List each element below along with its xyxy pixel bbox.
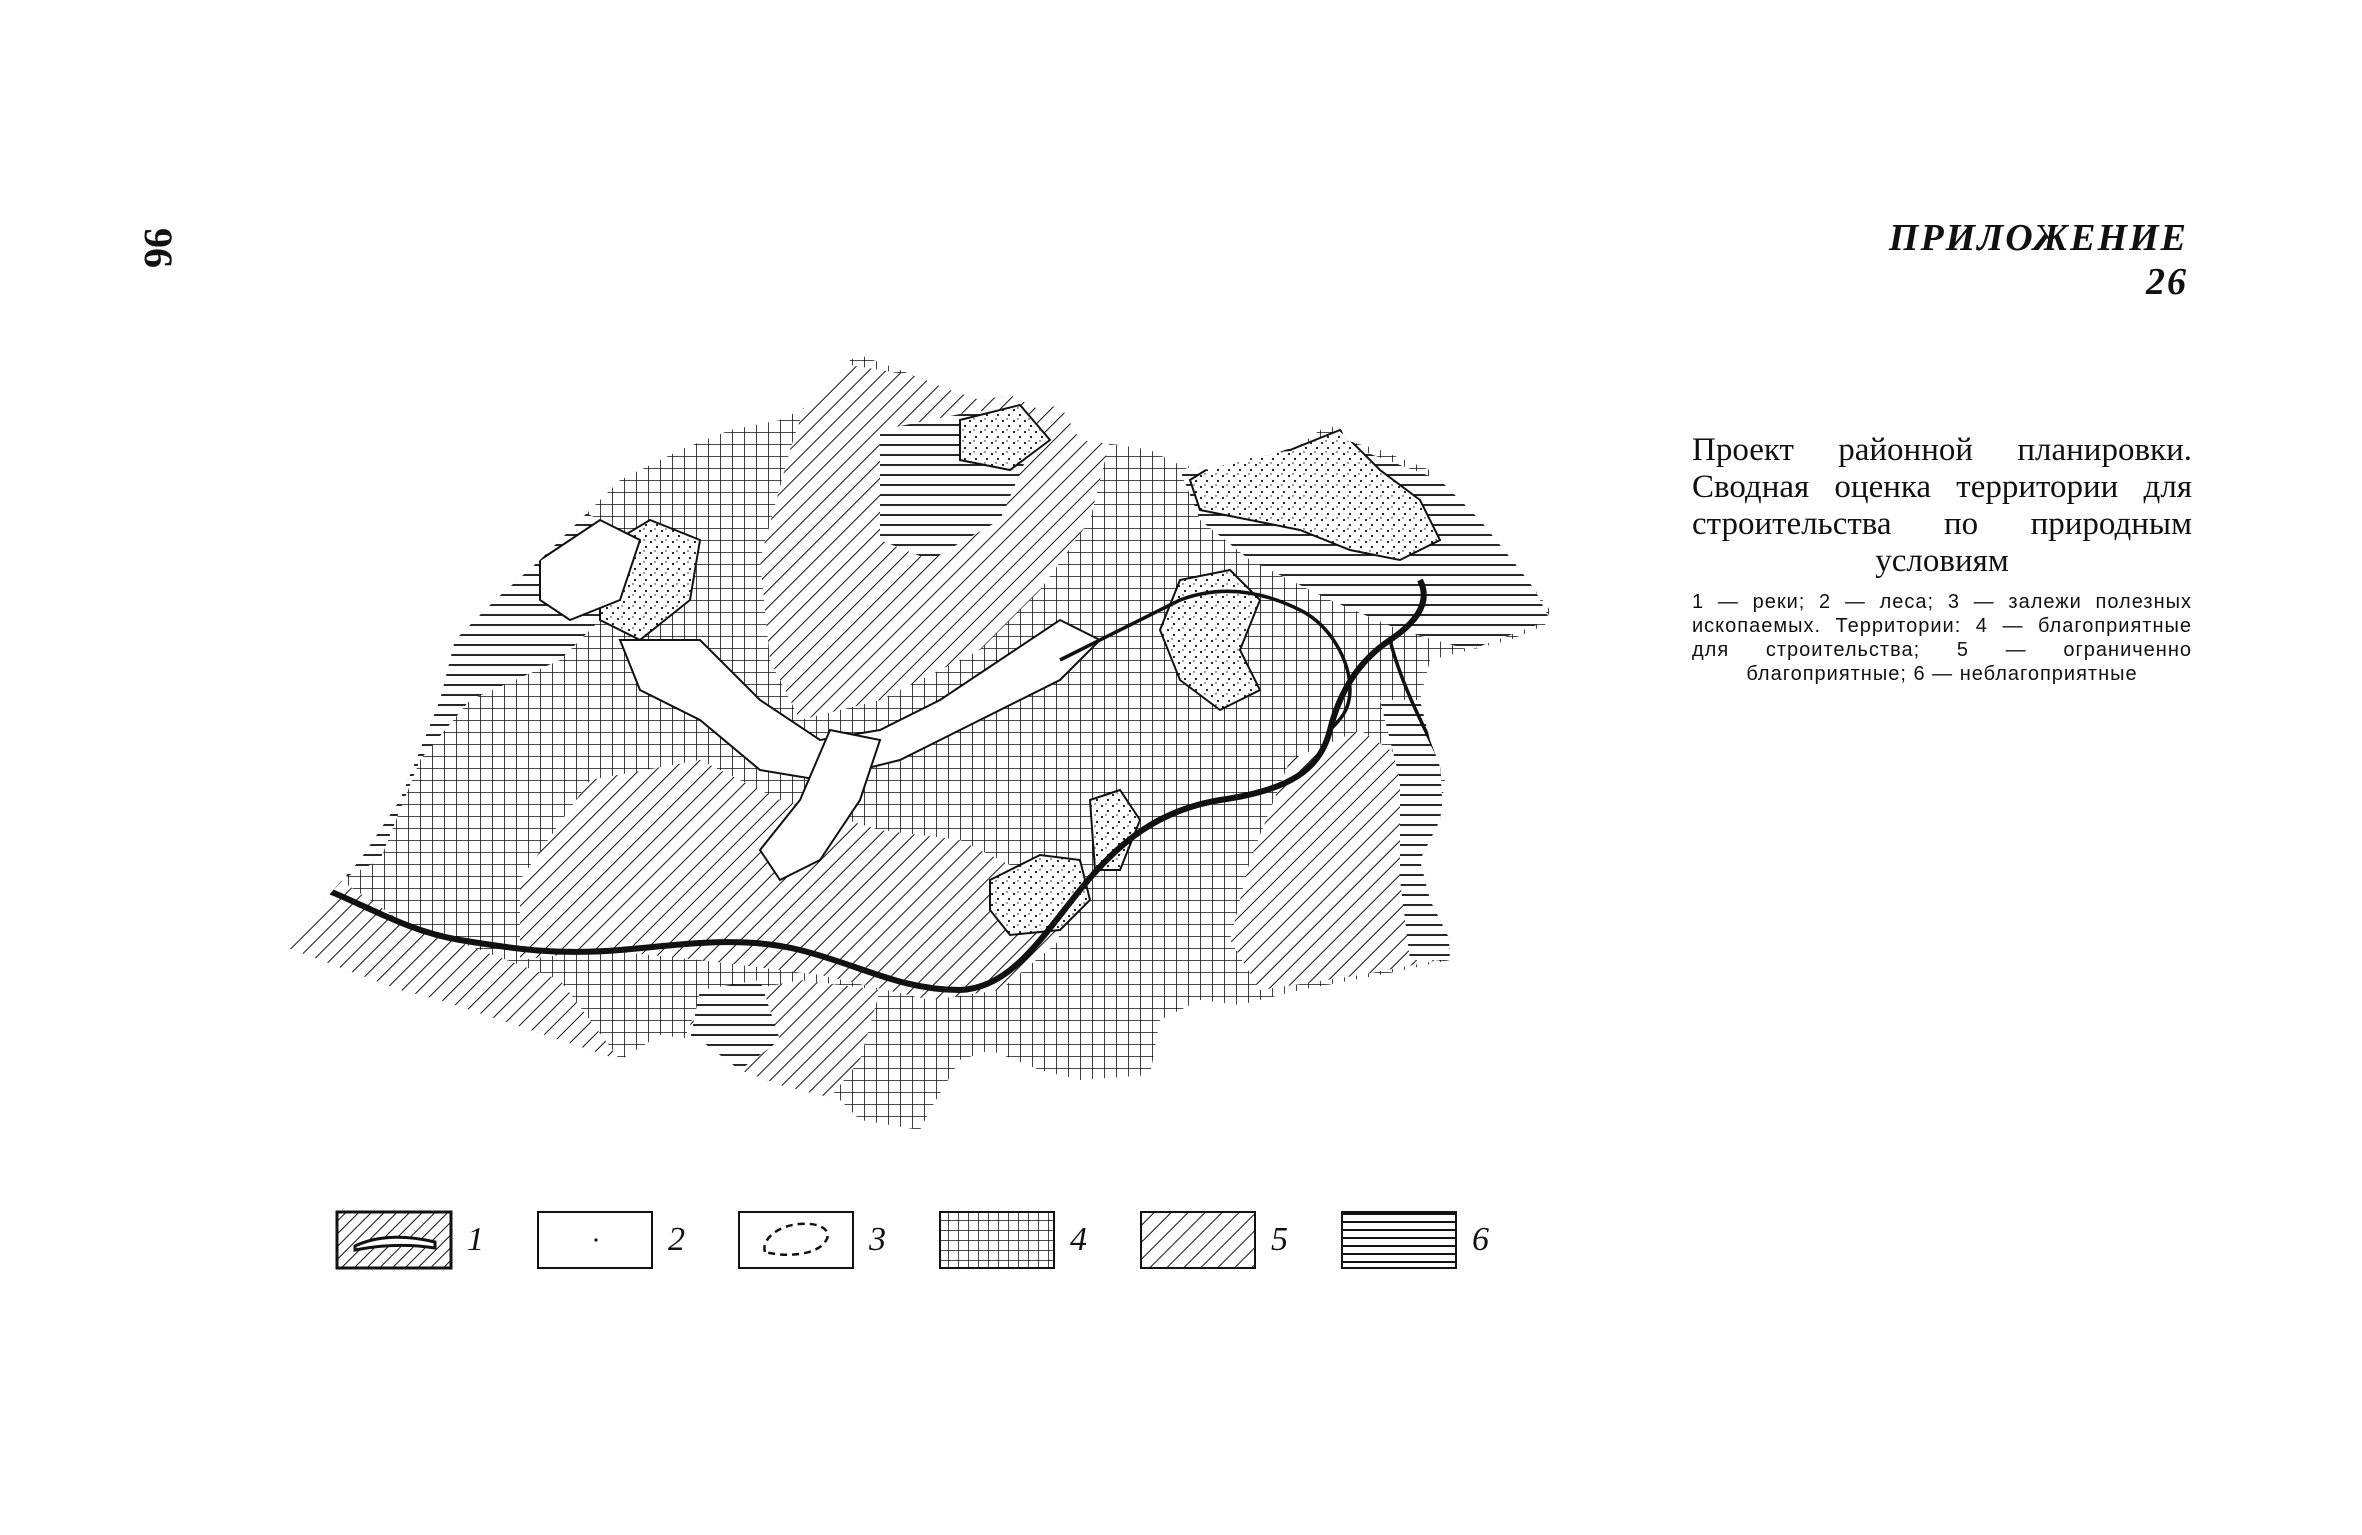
diagonal-hatch-icon [1139, 1210, 1257, 1270]
legend-number: 6 [1472, 1221, 1489, 1258]
legend-item-unfavorable [1340, 1210, 1489, 1270]
legend-number: 4 [1070, 1221, 1087, 1258]
caption-title: Проект районной планировки. Сводная оценка территории для строительства по природным условиям [1692, 432, 2192, 579]
forest-dot-icon [536, 1210, 654, 1270]
horizontal-hatch-icon [1340, 1210, 1458, 1270]
caption-legend-text: 1 — реки; 2 — леса; 3 — залежи полезных ископаемых. Территории: 4 — благоприятные для строительства; 5 — ограниченно благоприятные; 6 — неблагоприятные [1692, 591, 2192, 685]
page-number: 96 [136, 228, 181, 268]
appendix-title: ПРИЛОЖЕНИЕ 26 [1888, 217, 2188, 303]
grid-hatch-icon [938, 1210, 1056, 1270]
river-hatch-icon [335, 1210, 453, 1270]
legend-item-forests [536, 1210, 685, 1270]
legend-number: 2 [668, 1221, 685, 1258]
legend-item-limited [1139, 1210, 1288, 1270]
map-legend [335, 1205, 1495, 1275]
legend-item-rivers [335, 1210, 484, 1270]
legend-item-minerals [737, 1210, 886, 1270]
legend-number: 3 [869, 1221, 886, 1258]
map-territory [280, 340, 1560, 1140]
legend-item-favorable [938, 1210, 1087, 1270]
legend-number: 5 [1271, 1221, 1288, 1258]
mineral-deposit-icon [737, 1210, 855, 1270]
legend-number: 1 [467, 1221, 484, 1258]
